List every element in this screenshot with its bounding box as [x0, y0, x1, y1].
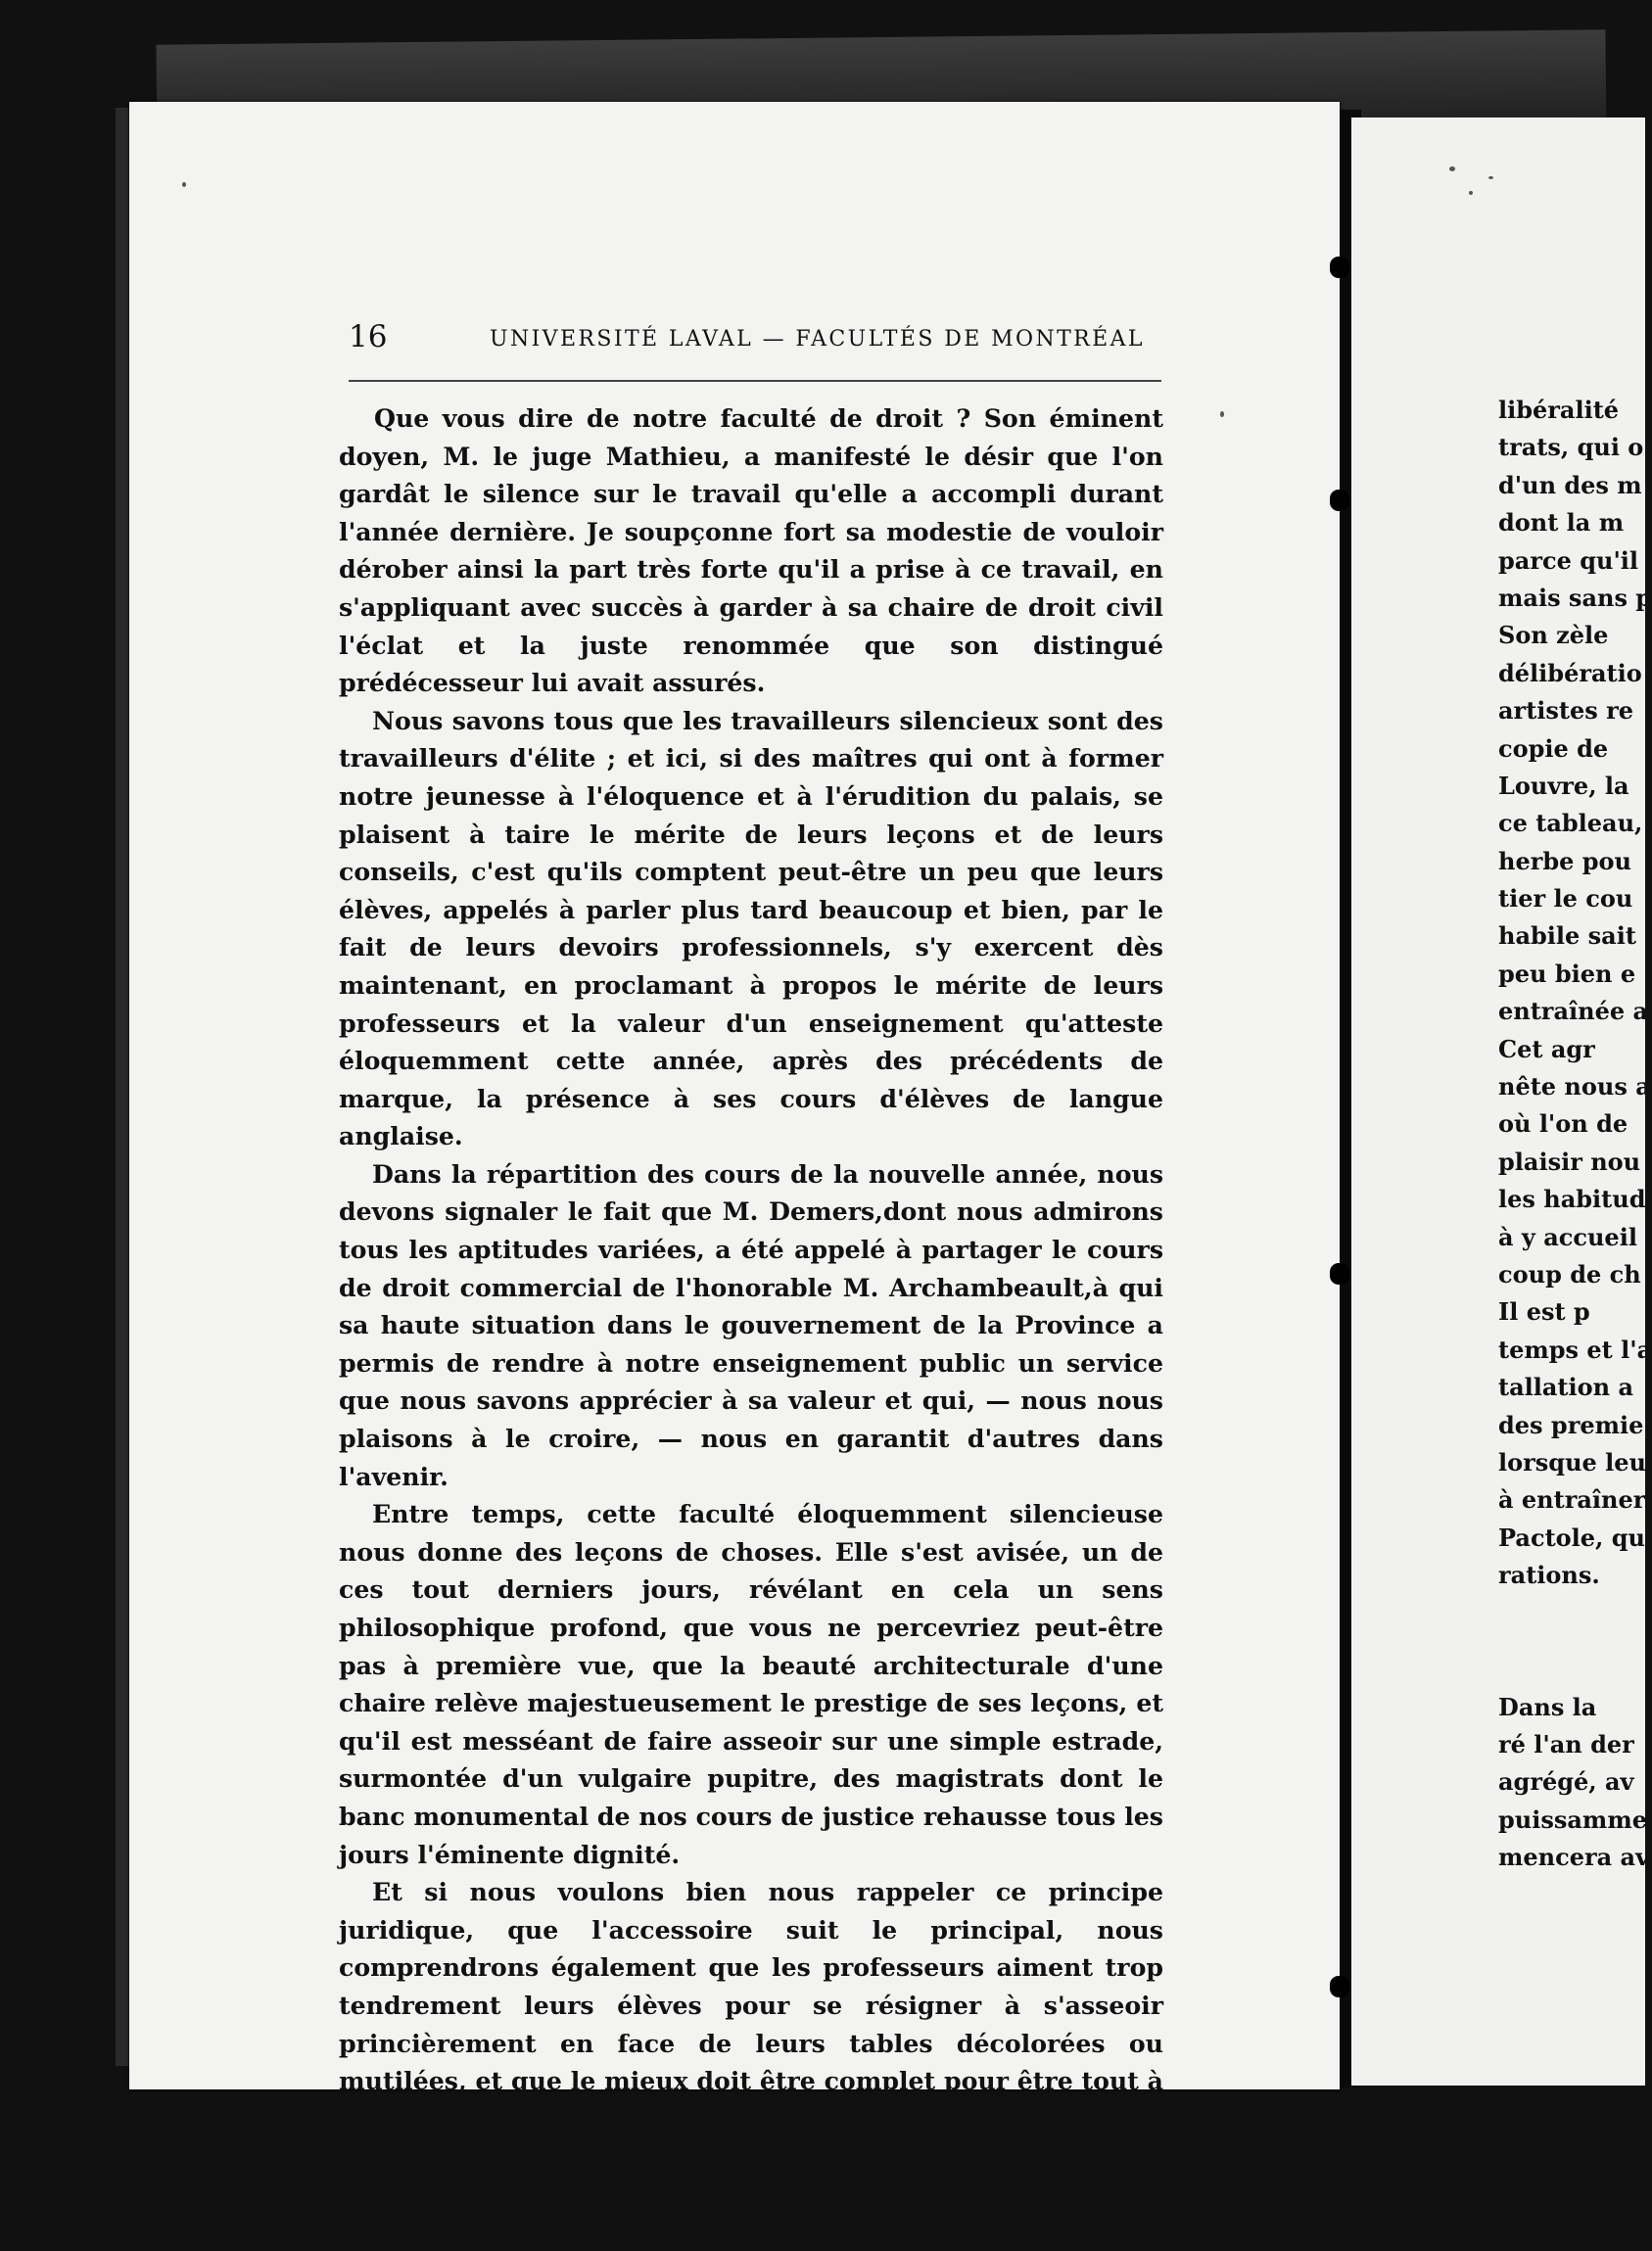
fragment-line: Louvre, la	[1498, 771, 1629, 800]
running-title: UNIVERSITÉ LAVAL — FACULTÉS DE MONTRÉAL	[490, 327, 1145, 352]
fragment-line: rations.	[1498, 1561, 1600, 1590]
fragment-line: tallation a	[1498, 1373, 1633, 1402]
fragment-line: artistes re	[1498, 696, 1634, 726]
fragment-line: herbe pou	[1498, 846, 1632, 875]
fragment-line: habile sait	[1498, 921, 1636, 951]
paragraph: Que vous dire de notre faculté de droit ? Son éminent doyen, M. le juge Mathieu, a manifesté le désir que l'on gardât le silence sur le travail qu'elle a accompli durant l'année dernière. Je soupçonne fort sa modestie de vouloir dérober ainsi la part très forte qu'il a prise à ce travail, en s'appliquant avec succès à garder à sa chaire de droit civil l'éclat et la juste renommée que son distingué prédécesseur lui avait assurés.	[339, 403, 1163, 698]
fragment-line: Cet agr	[1498, 1034, 1595, 1063]
fragment-line: libéralité	[1498, 396, 1620, 424]
fragment-line: dont la m	[1498, 508, 1625, 538]
fragment-line: délibératio	[1498, 658, 1642, 687]
fragment-line: nête nous a	[1498, 1072, 1651, 1102]
fragment-line: Pactole, qu	[1498, 1523, 1645, 1552]
fragment-line: peu bien e	[1498, 959, 1636, 988]
fragment-line: coup de ch	[1498, 1259, 1641, 1289]
fragment-gap	[1498, 1595, 1626, 1689]
fragment-line: puissamme	[1498, 1805, 1647, 1834]
paper-speck	[1488, 176, 1493, 179]
binding-stitch	[1330, 257, 1349, 278]
fragment-line: ré l'an der	[1498, 1729, 1634, 1759]
fragment-line: agrégé, av	[1498, 1767, 1634, 1797]
paragraph: Dans la répartition des cours de la nouvelle année, nous devons signaler le fait que M. Demers,dont nous admirons tous les aptitudes variées, a été appelé à partager le cours de droit commercial de l'honorable M. Archambeault,à qui sa haute situation dans le gouvernement de la Province a permis de rendre à notre enseignement public un service que nous savons apprécier à sa valeur et qui, — nous nous plaisons à le croire, — nous en garantit d'autres dans l'avenir.	[339, 1158, 1163, 1491]
fragment-line: Dans la	[1498, 1692, 1597, 1721]
fragment-line: ce tableau,	[1498, 809, 1643, 838]
fragment-line: les habitud	[1498, 1185, 1646, 1214]
fragment-line: Il est p	[1498, 1297, 1590, 1327]
fragment-line: d'un des m	[1498, 470, 1642, 499]
binding-stitch	[1330, 1976, 1349, 1997]
fragment-line: à entraîner	[1498, 1485, 1646, 1515]
binding-stitch	[1330, 490, 1349, 511]
running-header	[349, 319, 1161, 358]
paper-speck	[1469, 191, 1473, 195]
fragment-line: mencera av	[1498, 1843, 1650, 1872]
fragment-line: où l'on de	[1498, 1109, 1628, 1139]
fragment-line: parce qu'il	[1498, 545, 1639, 575]
fragment-line: des premie	[1498, 1410, 1644, 1439]
page-number: 16	[349, 319, 388, 354]
main-text	[339, 399, 1163, 2251]
fragment-line: trats, qui o	[1498, 433, 1644, 462]
fragment-line: mais sans p	[1498, 583, 1652, 612]
fragment-line: entraînée a	[1498, 997, 1649, 1026]
binding-stitch	[1330, 1263, 1349, 1285]
paper-speck	[182, 182, 186, 187]
paragraph: Nous savons tous que les travailleurs silencieux sont des travailleurs d'élite ; et ici, si des maîtres qui ont à former notre jeunesse à l'éloquence et à l'érudition du palais, se plaisent à taire le mérite de leurs leçons et de leurs conseils, c'est qu'ils comptent peut-être un peu que leurs élèves, appelés à parler plus tard beaucoup et bien, par le fait de leurs devoirs professionnels, s'y exercent dès maintenant, en proclamant à propos le mérite de leurs professeurs et la valeur d'un enseignement qu'atteste éloquemment cette année, après des précédents de marque, la présence à ses cours d'élèves de langue anglaise.	[339, 705, 1163, 1151]
right-page-text	[1498, 392, 1652, 1876]
fragment-line: tier le cou	[1498, 884, 1633, 914]
fragment-line: lorsque leu	[1498, 1447, 1646, 1477]
fragment-line: à y accueil	[1498, 1222, 1637, 1251]
fragment-line: copie de	[1498, 733, 1609, 763]
paragraph: Les élèves s'assiéront donc à des pupitres neufs, en face de leurs professeurs inaugurant leurs chaires nouvelles ; et ceci, grâce à la	[339, 2141, 1163, 2247]
fragment-line: Son zèle	[1498, 621, 1609, 650]
paragraph: Entre temps, cette faculté éloquemment silencieuse nous donne des leçons de choses. Elle s'est avisée, un de ces tout derniers jours, révélant en cela un sens philosophique profond, que vous ne percevriez peut-être pas à première vue, que la beauté architecturale d'une chaire relève majestueusement le prestige de ses leçons, et qu'il est messéant de faire asseoir sur une simple estrade, surmontée d'un vulgaire pupitre, des magistrats dont le banc monumental de nos cours de justice rehausse tous les jours l'éminente dignité.	[339, 1499, 1163, 1869]
fragment-line: temps et l'a	[1498, 1335, 1652, 1364]
paper-speck	[1220, 411, 1224, 417]
fragment-line: plaisir nou	[1498, 1147, 1641, 1176]
paper-speck	[1449, 166, 1455, 171]
paragraph: Et si nous voulons bien nous rappeler ce principe juridique, que l'accessoire suit le principal, nous comprendrons également que les professeurs aiment trop tendrement leurs élèves pour se résigner à s'asseoir princièrement en face de leurs tables décolorées ou mutilées, et que le mieux doit être complet pour être tout à fait l'ennemi vainqueur du bien.	[339, 1877, 1163, 2134]
header-rule	[349, 380, 1161, 382]
